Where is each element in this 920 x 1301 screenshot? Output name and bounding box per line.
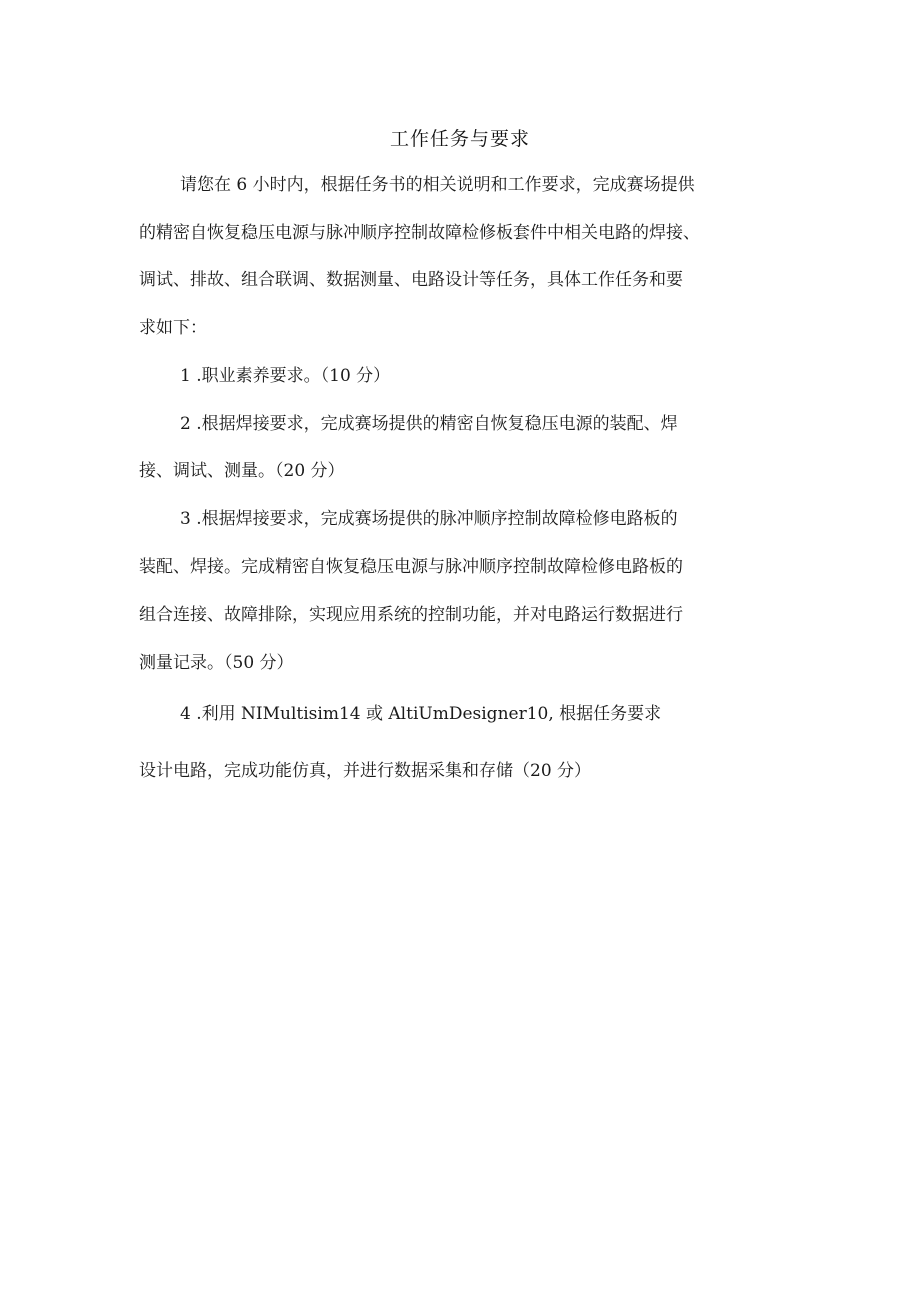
intro-line-1: 请您在 6 小时内，根据任务书的相关说明和工作要求，完成赛场提供	[180, 175, 695, 195]
item-4-line-1: 4 .利用 NIMultisim14 或 AltiUmDesigner10, 根据任务要求	[180, 704, 662, 724]
item-3-line-1: 3 .根据焊接要求，完成赛场提供的脉冲顺序控制故障检修电路板的	[180, 509, 678, 529]
item-2-line-1: 2 .根据焊接要求，完成赛场提供的精密自恢复稳压电源的装配、焊	[180, 414, 678, 434]
intro-line-4: 求如下：	[139, 318, 207, 338]
item-3-line-2: 装配、焊接。完成精密自恢复稳压电源与脉冲顺序控制故障检修电路板的	[139, 557, 683, 577]
item-1-line-1: 1 .职业素养要求。（10 分）	[180, 366, 391, 386]
item-4-line-2: 设计电路，完成功能仿真，并进行数据采集和存储（20 分）	[139, 761, 592, 781]
item-3-line-3: 组合连接、故障排除，实现应用系统的控制功能，并对电路运行数据进行	[139, 605, 683, 625]
item-2-line-2: 接、调试、测量。（20 分）	[139, 461, 345, 481]
intro-line-2: 的精密自恢复稳压电源与脉冲顺序控制故障检修板套件中相关电路的焊接、	[139, 223, 700, 243]
intro-line-3: 调试、排故、组合联调、数据测量、电路设计等任务，具体工作任务和要	[139, 270, 683, 290]
document-title: 工作任务与要求	[389, 128, 530, 150]
item-3-line-4: 测量记录。（50 分）	[139, 653, 294, 673]
